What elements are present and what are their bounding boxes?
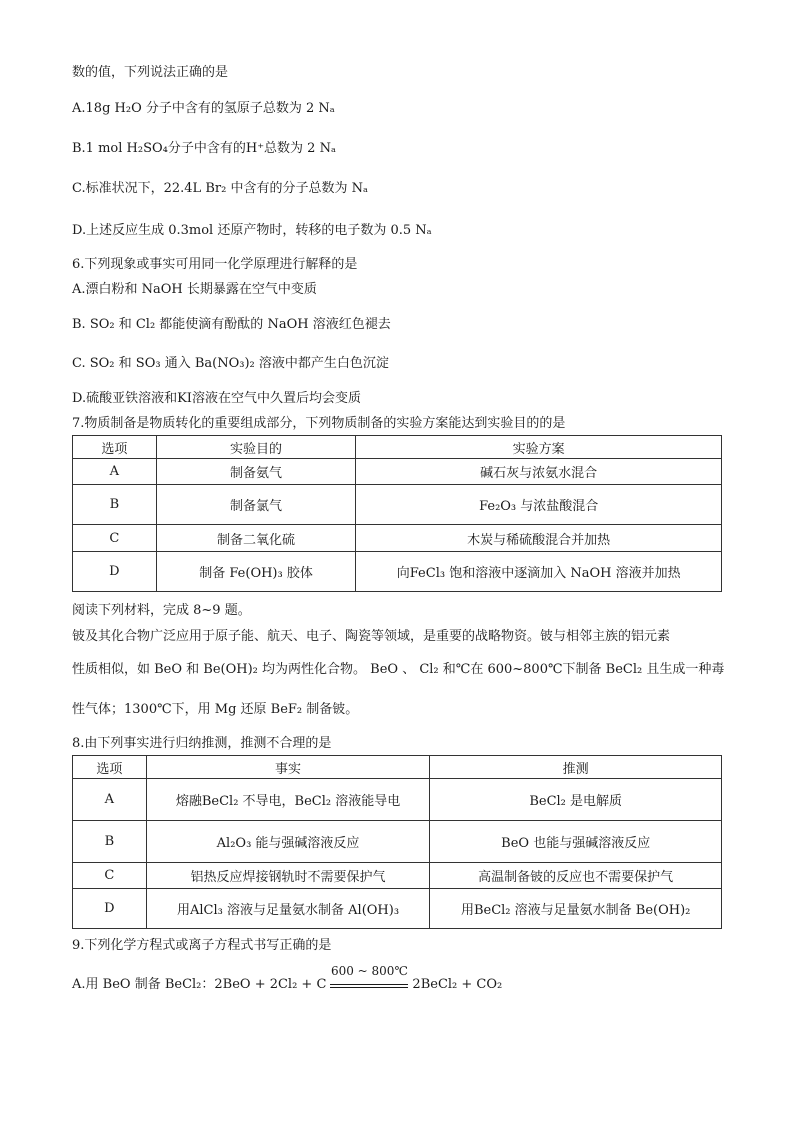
table-cell: C [73,863,147,889]
table-row [73,779,722,821]
q5-option-a: A.18g H₂O 分子中含有的氢原子总数为 2 Nₐ [72,101,335,116]
q6-option-a: A.漂白粉和 NaOH 长期暴露在空气中变质 [72,282,317,297]
q5-stem-tail: 数的值，下列说法正确的是 [72,65,229,80]
q5-option-b: B.1 mol H₂SO₄分子中含有的H⁺总数为 2 Nₐ [72,141,336,156]
table-row [73,552,722,592]
table-cell: Fe₂O₃ 与浓盐酸混合 [356,485,722,525]
table-header-cell: 事实 [146,756,430,779]
table-cell: A [73,779,147,821]
table-cell: B [73,485,157,525]
q9-option-a-prefix: A.用 BeO 制备 BeCl₂：2BeO + 2Cl₂ + C [72,977,327,992]
material-line-3: 性气体；1300℃下，用 Mg 还原 BeF₂ 制备铍。 [72,702,359,717]
table-cell: 向FeCl₃ 饱和溶液中逐滴加入 NaOH 溶液并加热 [356,552,722,592]
q9-option-a-suffix: 2BeCl₂ + CO₂ [412,977,503,992]
table-cell: A [73,459,157,485]
table-row [73,821,722,863]
table-header-cell: 推测 [430,756,722,779]
table-cell: Al₂O₃ 能与强碱溶液反应 [146,821,430,863]
table-row [73,863,722,889]
table-cell: C [73,525,157,552]
table-cell: 制备二氧化硫 [156,525,356,552]
equals-line-top [330,984,408,985]
q7-table [72,435,722,592]
table-cell: 熔融BeCl₂ 不导电，BeCl₂ 溶液能导电 [146,779,430,821]
q5-option-c: C.标准状况下，22.4L Br₂ 中含有的分子总数为 Nₐ [72,181,368,196]
table-cell: BeO 也能与强碱溶液反应 [430,821,722,863]
q6-option-c: C. SO₂ 和 SO₃ 通入 Ba(NO₃)₂ 溶液中都产生白色沉淀 [72,356,389,371]
table-header-row [73,436,722,459]
table-header-cell: 选项 [73,436,157,459]
table-row [73,525,722,552]
material-line-1: 铍及其化合物广泛应用于原子能、航天、电子、陶瓷等领域，是重要的战略物资。铍与相邻主族的铝元素 [72,629,671,644]
table-cell: 碱石灰与浓氨水混合 [356,459,722,485]
q7-stem: 7.物质制备是物质转化的重要组成部分，下列物质制备的实验方案能达到实验目的的是 [72,416,566,431]
table-cell: 高温制备铍的反应也不需要保护气 [430,863,722,889]
table-header-row [73,756,722,779]
q6-stem: 6.下列现象或事实可用同一化学原理进行解释的是 [72,257,358,272]
q9-option-a [72,964,503,994]
table-row [73,485,722,525]
material-intro: 阅读下列材料，完成 8~9 题。 [72,603,251,618]
table-row [73,459,722,485]
table-cell: 用AlCl₃ 溶液与足量氨水制备 Al(OH)₃ [146,889,430,929]
table-cell: 用BeCl₂ 溶液与足量氨水制备 Be(OH)₂ [430,889,722,929]
q8-stem: 8.由下列事实进行归纳推测，推测不合理的是 [72,736,332,751]
table-row [73,889,722,929]
reaction-condition-arrow [328,964,410,994]
q5-option-d: D.上述反应生成 0.3mol 还原产物时，转移的电子数为 0.5 Nₐ [72,223,432,238]
table-cell: 制备 Fe(OH)₃ 胶体 [156,552,356,592]
equals-line-bottom [330,987,408,988]
q6-option-d: D.硫酸亚铁溶液和KI溶液在空气中久置后均会变质 [72,391,361,406]
q8-table [72,755,722,929]
table-header-cell: 选项 [73,756,147,779]
q6-option-b: B. SO₂ 和 Cl₂ 都能使滴有酚酞的 NaOH 溶液红色褪去 [72,317,391,332]
table-cell: 制备氯气 [156,485,356,525]
reaction-condition: 600 ~ 800℃ [330,964,408,978]
table-cell: 制备氨气 [156,459,356,485]
table-cell: 木炭与稀硫酸混合并加热 [356,525,722,552]
table-cell: D [73,889,147,929]
table-header-cell: 实验方案 [356,436,722,459]
material-line-2: 性质相似，如 BeO 和 Be(OH)₂ 均为两性化合物。 BeO 、 Cl₂ 和℃在 600~800℃下制备 BeCl₂ 且生成一种毒 [72,662,725,677]
table-header-cell: 实验目的 [156,436,356,459]
table-cell: B [73,821,147,863]
table-cell: 铝热反应焊接钢轨时不需要保护气 [146,863,430,889]
table-cell: D [73,552,157,592]
table-cell: BeCl₂ 是电解质 [430,779,722,821]
q9-stem: 9.下列化学方程式或离子方程式书写正确的是 [72,938,332,953]
